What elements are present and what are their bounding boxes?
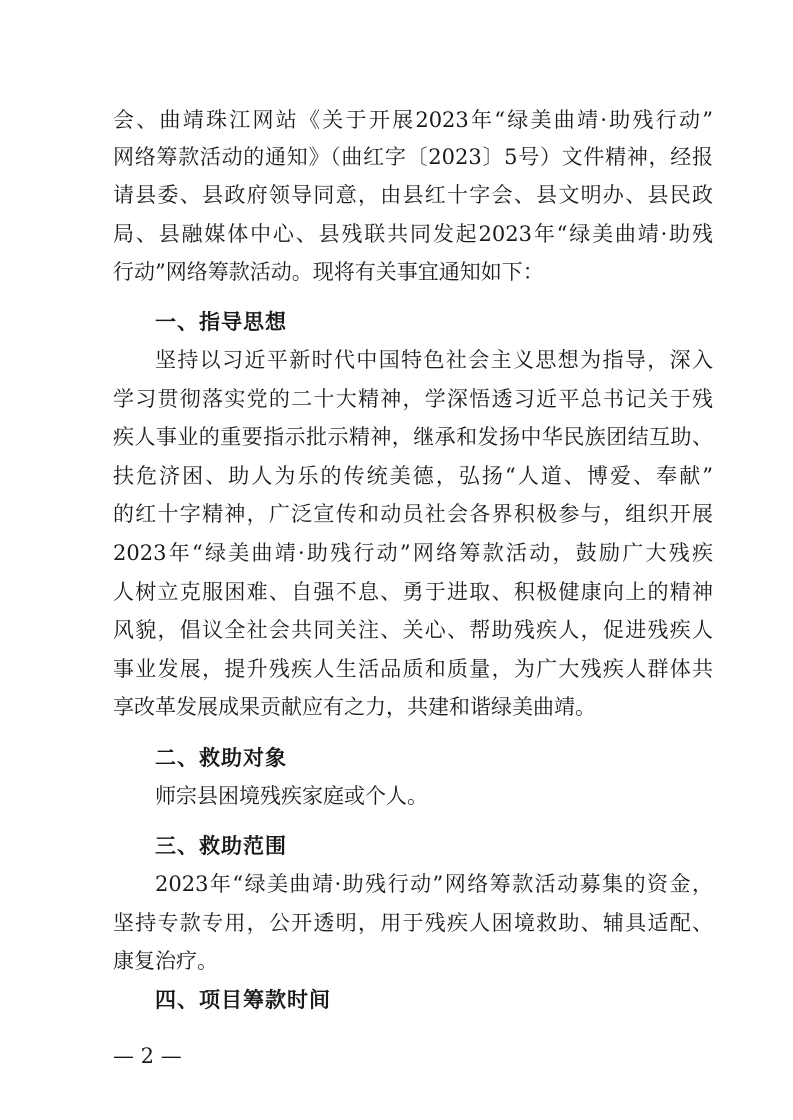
paragraph-line: 坚持专款专用，公开透明，用于残疾人困境救助、辅具适配、 (113, 911, 713, 935)
paragraph-line: 师宗县困境残疾家庭或个人。 (155, 784, 428, 808)
paragraph-line: 学习贯彻落实党的二十大精神，学深悟透习近平总书记关于残 (113, 387, 713, 411)
paragraph-line: 请县委、县政府领导同意，由县红十字会、县文明办、县民政 (113, 183, 713, 207)
section-heading-guiding-ideology: 一、指导思想 (155, 310, 287, 334)
paragraph-line: 2023年“绿美曲靖·助残行动”网络筹款活动募集的资金， (155, 872, 713, 896)
paragraph-line: 康复治疗。 (113, 949, 218, 973)
paragraph-line: 疾人事业的重要指示批示精神，继承和发扬中华民族团结互助、 (113, 425, 713, 449)
section-heading-fundraising-period: 四、项目筹款时间 (155, 988, 331, 1012)
paragraph-line: 享改革发展成果贡献应有之力，共建和谐绿美曲靖。 (113, 695, 596, 719)
paragraph-line: 网络筹款活动的通知》（曲红字〔2023〕5号）文件精神，经报 (113, 145, 713, 169)
paragraph-line: 行动”网络筹款活动。现将有关事宜通知如下： (113, 260, 544, 284)
paragraph-line: 事业发展，提升残疾人生活品质和质量，为广大残疾人群体共 (113, 657, 713, 681)
section-heading-aid-scope: 三、救助范围 (155, 834, 287, 858)
paragraph-line: 会、曲靖珠江网站《关于开展2023年“绿美曲靖·助残行动” (113, 108, 713, 132)
paragraph-line: 局、县融媒体中心、县残联共同发起2023年“绿美曲靖·助残 (113, 222, 713, 246)
page-number: — 2 — (113, 1044, 182, 1068)
paragraph-line: 2023年“绿美曲靖·助残行动”网络筹款活动，鼓励广大残疾 (113, 541, 713, 565)
paragraph-line: 的红十字精神，广泛宣传和动员社会各界积极参与，组织开展 (113, 502, 713, 526)
paragraph-line: 人树立克服困难、自强不息、勇于进取、积极健康向上的精神 (113, 580, 713, 604)
paragraph-line: 坚持以习近平新时代中国特色社会主义思想为指导，深入 (155, 348, 713, 372)
paragraph-line: 风貌，倡议全社会共同关注、关心、帮助残疾人，促进残疾人 (113, 618, 713, 642)
section-heading-aid-recipients: 二、救助对象 (155, 746, 287, 770)
paragraph-line: 扶危济困、助人为乐的传统美德，弘扬“人道、博爱、奉献” (113, 464, 713, 488)
